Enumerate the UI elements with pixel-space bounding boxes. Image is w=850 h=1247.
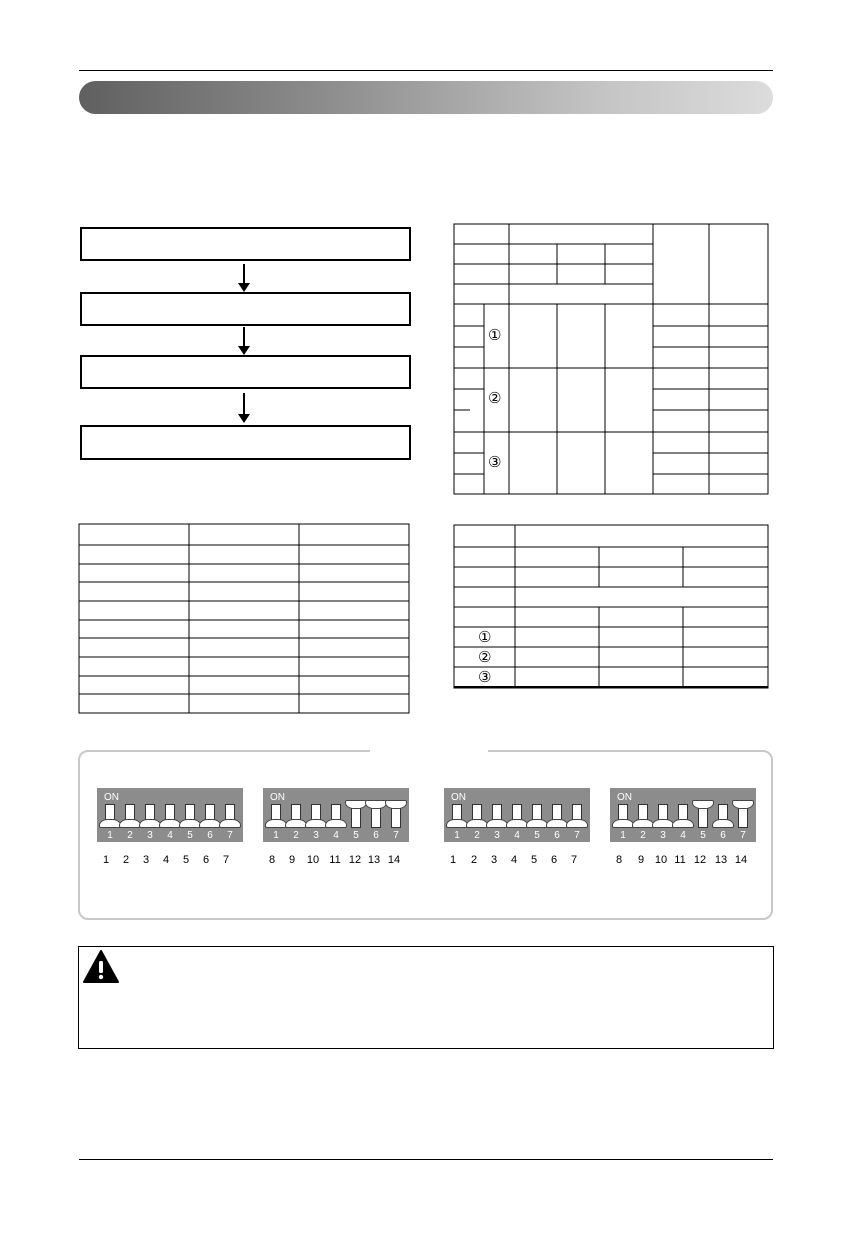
dip-switch-5	[185, 804, 195, 828]
dip-switch-7	[391, 804, 401, 828]
dip-inner-number: 1	[273, 830, 279, 841]
dip-switch-2	[472, 804, 482, 828]
dip-inner-number: 6	[207, 830, 213, 841]
dip-switch-5	[698, 804, 708, 828]
dip-inner-number: 7	[574, 830, 580, 841]
dip-switch-number: 10	[306, 854, 320, 866]
dip-switch-4	[165, 804, 175, 828]
dip-switch-1	[105, 804, 115, 828]
dip-switch-3	[145, 804, 155, 828]
dip-inner-number: 5	[353, 830, 359, 841]
dip-switch-number: 4	[162, 854, 170, 866]
dip-switch-panel-b	[263, 788, 409, 842]
circled-number-1b: ①	[478, 628, 492, 646]
circled-number-2: ②	[488, 389, 502, 407]
dip-switch-knob	[119, 819, 141, 828]
dip-switch-knob	[712, 819, 734, 828]
dip-switch-4	[678, 804, 688, 828]
dip-switch-knob	[219, 819, 241, 828]
dip-switch-number: 13	[714, 854, 728, 866]
dip-on-label: ON	[451, 792, 466, 803]
dip-inner-number: 4	[333, 830, 339, 841]
dip-switch-1	[271, 804, 281, 828]
dip-switch-knob	[732, 800, 754, 809]
dip-switch-5	[351, 804, 361, 828]
dip-switch-number: 11	[674, 854, 686, 866]
dip-switch-1	[452, 804, 462, 828]
circled-number-1: ①	[488, 326, 502, 344]
dip-switch-knob	[672, 819, 694, 828]
dip-switch-4	[331, 804, 341, 828]
dip-switch-1	[618, 804, 628, 828]
dip-switch-knob	[139, 819, 161, 828]
dip-switch-number: 3	[142, 854, 150, 866]
dip-switch-knob	[99, 819, 121, 828]
dip-inner-number: 3	[313, 830, 319, 841]
dip-inner-number: 6	[720, 830, 726, 841]
dip-switch-number: 12	[693, 854, 707, 866]
dip-switch-3	[311, 804, 321, 828]
dip-switch-6	[552, 804, 562, 828]
dip-on-label: ON	[617, 792, 632, 803]
dip-switch-4	[512, 804, 522, 828]
circled-number-2b: ②	[478, 648, 492, 666]
dip-switch-knob	[692, 800, 714, 809]
dip-switch-number: 8	[615, 854, 623, 866]
dip-inner-number: 6	[373, 830, 379, 841]
dip-switch-panel-d	[610, 788, 756, 842]
dip-switch-knob	[285, 819, 307, 828]
dip-switch-panel-c	[444, 788, 590, 842]
dip-switch-knob	[265, 819, 287, 828]
dip-switch-knob	[199, 819, 221, 828]
dip-switch-knob	[506, 819, 528, 828]
dip-inner-number: 2	[640, 830, 646, 841]
dip-switch-number: 5	[182, 854, 190, 866]
dip-switch-number: 13	[367, 854, 381, 866]
dip-switch-number: 14	[387, 854, 401, 866]
dip-switch-knob	[325, 819, 347, 828]
dip-switch-7	[572, 804, 582, 828]
dip-inner-number: 7	[740, 830, 746, 841]
caution-box	[78, 946, 774, 1049]
dip-switch-number: 4	[510, 854, 518, 866]
dip-inner-number: 4	[680, 830, 686, 841]
dip-inner-number: 1	[454, 830, 460, 841]
dip-switch-number: 6	[202, 854, 210, 866]
dip-switch-6	[371, 804, 381, 828]
dip-inner-number: 7	[393, 830, 399, 841]
dip-switch-knob	[365, 800, 387, 809]
dip-switch-number: 7	[222, 854, 230, 866]
dip-switch-knob	[345, 800, 367, 809]
dip-switch-7	[738, 804, 748, 828]
dip-switch-number: 9	[288, 854, 296, 866]
dip-switch-knob	[446, 819, 468, 828]
dip-switch-number: 12	[348, 854, 362, 866]
dip-switch-number: 9	[637, 854, 645, 866]
circled-number-3: ③	[488, 453, 502, 471]
dip-inner-number: 2	[474, 830, 480, 841]
dip-inner-number: 3	[494, 830, 500, 841]
dip-inner-number: 3	[147, 830, 153, 841]
dip-switch-number: 10	[654, 854, 668, 866]
dip-inner-number: 5	[187, 830, 193, 841]
dip-switch-number: 1	[449, 854, 457, 866]
dip-switch-knob	[486, 819, 508, 828]
dip-switch-knob	[652, 819, 674, 828]
dip-switch-knob	[179, 819, 201, 828]
dip-switch-number: 7	[570, 854, 578, 866]
dip-inner-number: 6	[554, 830, 560, 841]
dip-switch-knob	[159, 819, 181, 828]
dip-switch-6	[718, 804, 728, 828]
dip-switch-number: 14	[734, 854, 748, 866]
dip-inner-number: 1	[620, 830, 626, 841]
dip-switch-2	[125, 804, 135, 828]
dip-switch-number: 2	[122, 854, 130, 866]
dip-switch-2	[291, 804, 301, 828]
dip-switch-knob	[305, 819, 327, 828]
dip-switch-knob	[526, 819, 548, 828]
dip-switch-6	[205, 804, 215, 828]
dip-inner-number: 5	[700, 830, 706, 841]
dip-inner-number: 7	[227, 830, 233, 841]
dip-switch-knob	[632, 819, 654, 828]
dip-switch-5	[532, 804, 542, 828]
dip-on-label: ON	[270, 792, 285, 803]
frame-caption-gap	[370, 746, 488, 754]
circled-number-3b: ③	[478, 668, 492, 686]
dip-switch-knob	[612, 819, 634, 828]
dip-switch-number: 3	[490, 854, 498, 866]
dip-switch-knob	[566, 819, 588, 828]
dip-switch-number: 2	[470, 854, 478, 866]
dip-inner-number: 2	[293, 830, 299, 841]
dip-inner-number: 5	[534, 830, 540, 841]
dip-inner-number: 4	[514, 830, 520, 841]
dip-switch-knob	[466, 819, 488, 828]
dip-switch-7	[225, 804, 235, 828]
warning-icon	[82, 949, 120, 985]
dip-switch-2	[638, 804, 648, 828]
dip-switch-number: 11	[329, 854, 341, 866]
dip-on-label: ON	[104, 792, 119, 803]
dip-inner-number: 1	[107, 830, 113, 841]
dip-switch-knob	[546, 819, 568, 828]
dip-switch-number: 5	[530, 854, 538, 866]
dip-inner-number: 3	[660, 830, 666, 841]
dip-switch-panel-a	[97, 788, 243, 842]
dip-switch-number: 6	[550, 854, 558, 866]
dip-switch-3	[492, 804, 502, 828]
dip-switch-3	[658, 804, 668, 828]
dip-switch-number: 1	[102, 854, 110, 866]
dip-inner-number: 2	[127, 830, 133, 841]
dip-switch-knob	[385, 800, 407, 809]
dip-inner-number: 4	[167, 830, 173, 841]
footer-rule	[79, 1159, 773, 1160]
dip-switch-number: 8	[268, 854, 276, 866]
